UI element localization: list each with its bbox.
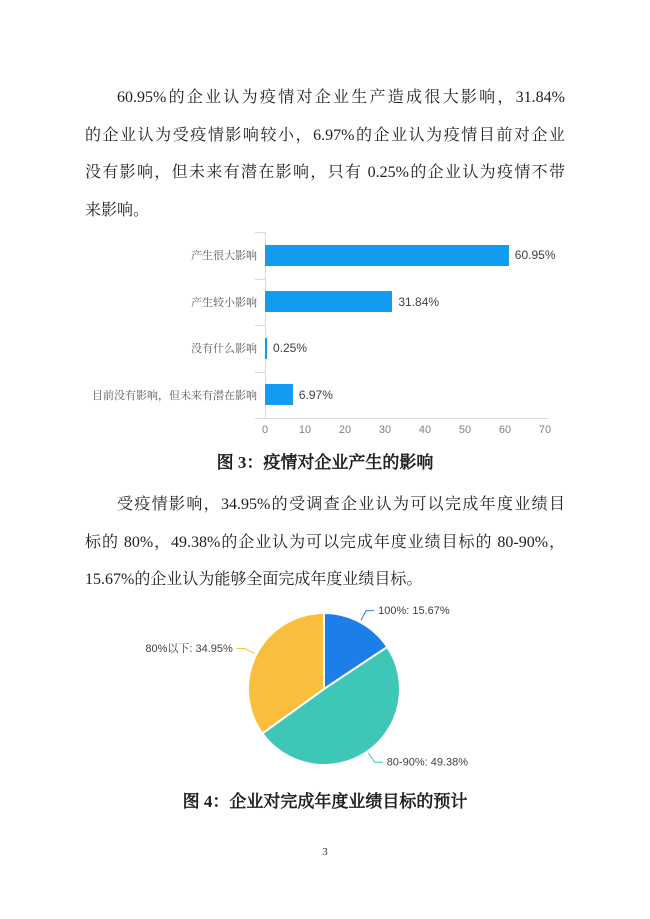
bar <box>265 291 392 312</box>
bar-value-label: 31.84% <box>398 294 440 309</box>
x-axis-tick-label: 60 <box>498 424 512 436</box>
pie-chart-figure4 <box>110 590 520 785</box>
bar-track <box>265 338 560 359</box>
bar-row <box>90 232 560 279</box>
bar-value-label: 60.95% <box>514 248 556 263</box>
x-axis-tick-label: 10 <box>298 424 312 436</box>
bar-track <box>265 384 560 405</box>
bar-row <box>90 372 560 419</box>
pie-slice-label: 100%: 15.67% <box>378 605 450 618</box>
figure4-caption: 图 4：企业对完成年度业绩目标的预计 <box>182 792 468 811</box>
bar-category-label: 产生较小影响 <box>191 296 257 309</box>
bar <box>265 338 267 359</box>
bar-value-label: 6.97% <box>298 387 333 402</box>
paragraph-targets <box>85 486 565 599</box>
pie-leader-line <box>237 649 255 654</box>
paragraph-line: 来影响。 <box>85 201 150 219</box>
pie-leader-line <box>368 753 382 762</box>
bar-category-label: 目前没有影响，但未来有潜在影响 <box>92 389 257 402</box>
bar-category-label: 没有什么影响 <box>191 343 257 356</box>
figure3-caption: 图 3：疫情对企业产生的影响 <box>216 453 434 472</box>
x-axis-tick-label: 20 <box>338 424 352 436</box>
x-axis-tick-label: 50 <box>458 424 472 436</box>
pie-slice-label: 80%以下: 34.95% <box>145 643 233 655</box>
bar <box>265 245 509 266</box>
paragraph-line: 没有影响，但未来有潜在影响，只有 0.25%的企业认为疫情不带 <box>85 164 565 182</box>
pie-chart-svg <box>110 590 520 785</box>
paragraph-line: 的企业认为受疫情影响较小，6.97%的企业认为疫情目前对企业 <box>85 126 565 144</box>
x-axis-tick-label: 70 <box>538 424 552 436</box>
bar <box>265 384 293 405</box>
bar-value-label: 0.25% <box>273 341 308 356</box>
paragraph-line: 受疫情影响，34.95%的受调查企业认为可以完成年度业绩目 <box>117 496 565 513</box>
pie-leader-line <box>361 611 374 621</box>
x-axis-line <box>255 418 548 419</box>
x-axis-tick-label: 0 <box>261 424 269 436</box>
bar-track <box>265 291 560 312</box>
bar-chart-figure3 <box>90 230 560 442</box>
x-axis-tick-label: 40 <box>418 424 432 436</box>
bar-category-label: 产生很大影响 <box>191 250 257 263</box>
paragraph-line: 60.95%的企业认为疫情对企业生产造成很大影响，31.84% <box>117 89 565 106</box>
page-number: 3 <box>322 846 328 858</box>
pie-slice-label: 80-90%: 49.38% <box>386 756 469 769</box>
paragraph-impact <box>85 79 565 229</box>
bar-row <box>90 279 560 326</box>
paragraph-line: 标的 80%，49.38%的企业认为可以完成年度业绩目标的 80-90%， <box>85 533 565 551</box>
paragraph-line: 15.67%的企业认为能够全面完成年度业绩目标。 <box>85 571 423 589</box>
bar-rows <box>90 232 560 418</box>
x-axis-tick-label: 30 <box>378 424 392 436</box>
category-tick-mark <box>255 418 265 419</box>
bar-row <box>90 325 560 372</box>
bar-track <box>265 245 560 266</box>
